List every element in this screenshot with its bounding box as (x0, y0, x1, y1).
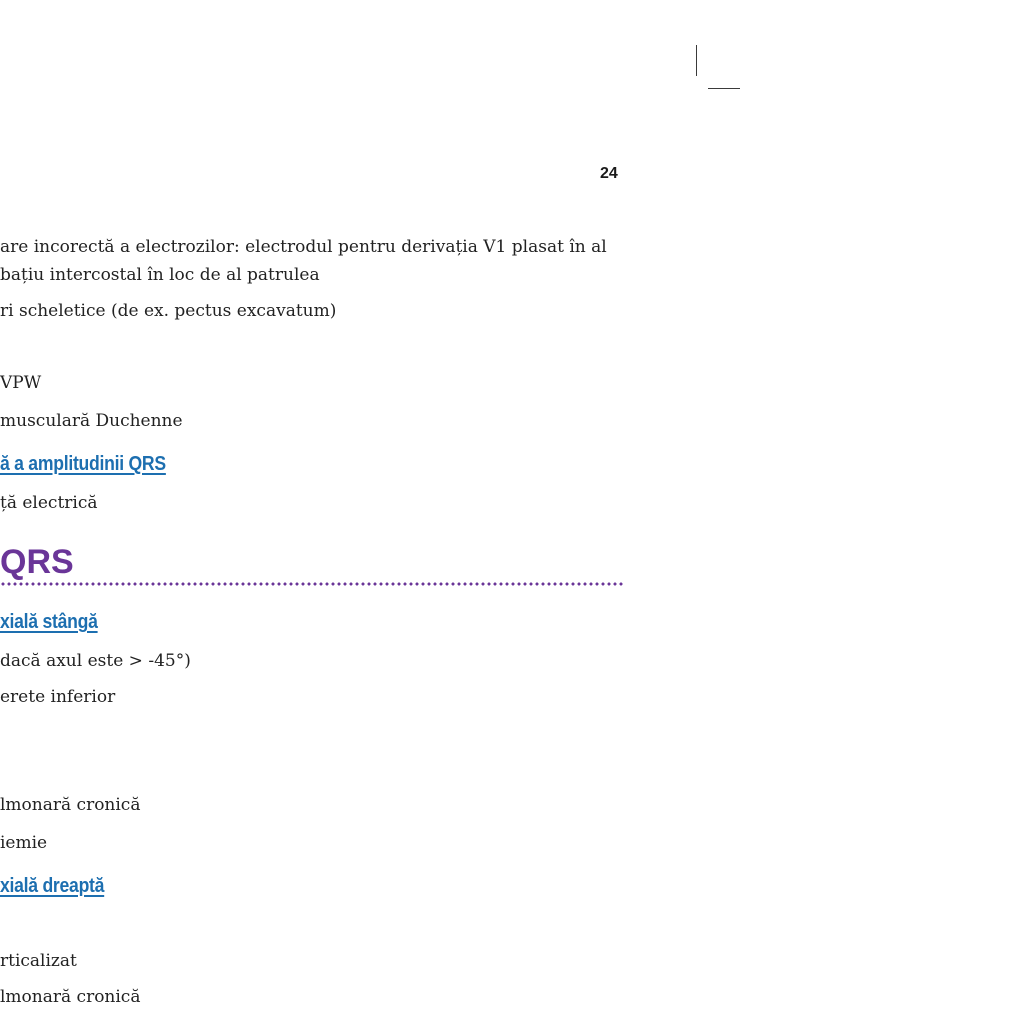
text-line-verticalized: rticalizat (0, 951, 77, 971)
crop-mark-vertical (696, 45, 697, 76)
text-line-chronic-pulmonary-1: lmonară cronică (0, 795, 141, 815)
text-line-skeletal-abnormalities: ri scheletice (de ex. pectus excavatum) (0, 301, 337, 321)
text-line-duchenne: musculară Duchenne (0, 411, 183, 431)
text-line-electrical: ță electrică (0, 493, 98, 513)
crop-mark-horizontal (708, 88, 740, 89)
subheading-qrs-amplitude: ă a amplitudinii QRS (0, 453, 166, 475)
text-line-chronic-pulmonary-2: lmonară cronică (0, 987, 141, 1007)
text-line-wpw: VPW (0, 373, 42, 393)
section-dotted-rule (0, 582, 623, 586)
text-line-kalemia: iemie (0, 833, 48, 853)
page-number: 24 (600, 165, 618, 182)
section-title: QRS (0, 543, 74, 581)
text-line-inferior-wall: erete inferior (0, 687, 116, 707)
text-line-axis-value: dacă axul este > -45°) (0, 651, 191, 671)
text-line-intercostal-space: bațiu intercostal în loc de al patrulea (0, 265, 320, 285)
subheading-left-axis-deviation: xială stângă (0, 611, 98, 633)
text-line-electrode-placement: are incorectă a electrozilor: electrodul pentru derivația V1 plasat în al (0, 237, 607, 257)
subheading-right-axis-deviation: xială dreaptă (0, 875, 105, 897)
